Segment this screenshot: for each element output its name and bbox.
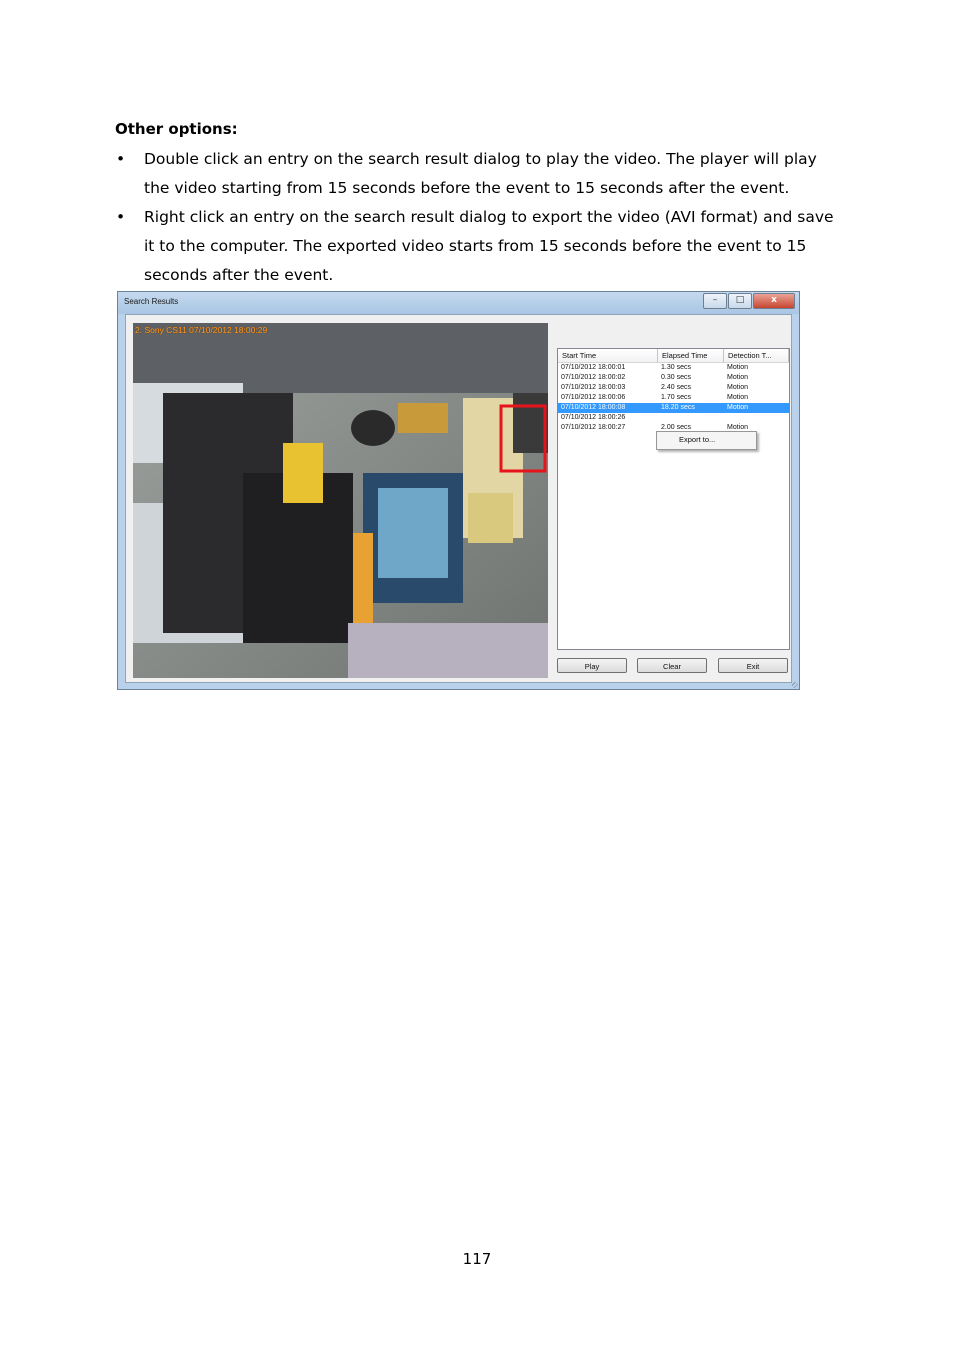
export-to-menu-item[interactable]: Export to... (679, 435, 716, 444)
context-menu (656, 431, 757, 450)
start-time-cell: 07/10/2012 18:00:27 (561, 424, 626, 431)
detection-type-cell: Motion (727, 384, 749, 391)
elapsed-time-cell: 1.70 secs (661, 394, 691, 401)
start-time-cell: 07/10/2012 18:00:02 (561, 374, 626, 381)
table-row[interactable] (558, 413, 789, 423)
results-header (558, 349, 789, 363)
elapsed-time-cell (658, 413, 724, 423)
elapsed-time-cell: 0.30 secs (661, 374, 691, 381)
list-item (115, 145, 845, 203)
table-row[interactable] (558, 393, 789, 403)
maximize-button[interactable]: □ (728, 293, 752, 309)
exit-button[interactable]: Exit (718, 658, 788, 673)
title-bar[interactable] (118, 292, 799, 314)
start-time-cell: 07/10/2012 18:00:08 (561, 404, 626, 411)
minimize-button[interactable]: – (703, 293, 727, 309)
column-header-start-time[interactable]: Start Time (558, 349, 658, 362)
detection-type-cell (724, 413, 789, 423)
video-preview[interactable] (133, 323, 548, 678)
resize-grip-icon[interactable] (792, 682, 798, 688)
detection-type-cell: Motion (727, 364, 749, 371)
section-heading: Other options: (115, 120, 238, 138)
search-results-dialog (117, 291, 800, 690)
start-time-cell: 07/10/2012 18:00:03 (561, 384, 626, 391)
search-results-list[interactable] (557, 348, 790, 650)
detection-type-cell: Motion (727, 374, 749, 381)
list-item (115, 203, 845, 290)
detection-type-cell: Motion (727, 394, 749, 401)
start-time-cell: 07/10/2012 18:00:06 (561, 394, 626, 401)
dialog-client-area (125, 314, 792, 683)
bullet-text: Double click an entry on the search result dialog to play the video. The player will play the video starting from 15 seconds before the event to 15 seconds after the event. (144, 150, 817, 197)
bullet-icon: • (116, 208, 126, 226)
table-row[interactable] (558, 403, 789, 413)
table-row[interactable] (558, 383, 789, 393)
start-time-cell: 07/10/2012 18:00:01 (561, 364, 626, 371)
close-button[interactable]: x (753, 293, 795, 309)
detection-type-cell: Motion (727, 404, 749, 411)
column-header-detection-type[interactable]: Detection T... (724, 349, 789, 362)
start-time-cell: 07/10/2012 18:00:26 (561, 414, 626, 421)
elapsed-time-cell: 2.40 secs (661, 384, 691, 391)
options-list (115, 145, 845, 290)
table-row[interactable] (558, 363, 789, 373)
detection-type-cell: Motion (727, 424, 749, 431)
clear-button[interactable]: Clear (637, 658, 707, 673)
elapsed-time-cell: 18.20 secs (661, 404, 695, 411)
bullet-text: Right click an entry on the search result dialog to export the video (AVI format) and save it to the computer. The exported video starts from 15 seconds before the event to 15 seconds after the event. (144, 208, 834, 284)
video-overlay-label: 2. Sony CS11 07/10/2012 18:00:29 (135, 325, 268, 335)
table-row[interactable] (558, 373, 789, 383)
elapsed-time-cell: 1.30 secs (661, 364, 691, 371)
play-button[interactable]: Play (557, 658, 627, 673)
camera-frame-image (133, 323, 548, 678)
window-title: Search Results (124, 297, 179, 306)
column-header-elapsed-time[interactable]: Elapsed Time (658, 349, 724, 362)
elapsed-time-cell: 2.00 secs (661, 424, 691, 431)
bullet-icon: • (116, 150, 126, 168)
page-number: 117 (462, 1250, 492, 1268)
